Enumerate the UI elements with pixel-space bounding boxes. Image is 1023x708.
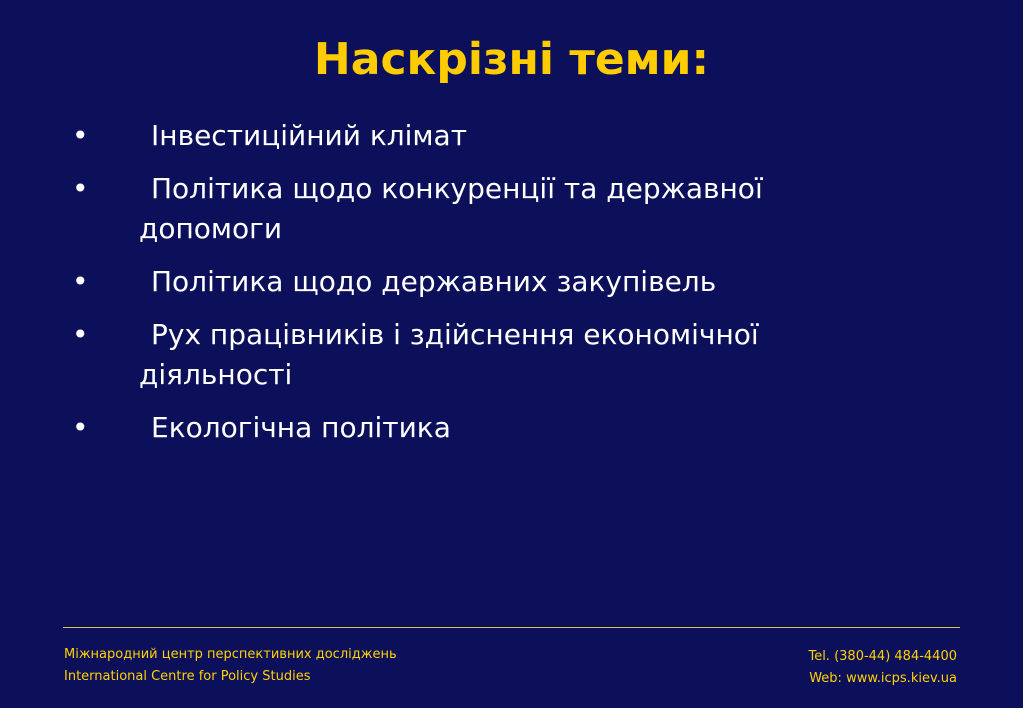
footer-org-ukrainian: Міжнародний центр перспективних досліджень [64, 647, 397, 662]
footer-contacts [808, 646, 957, 690]
bullet-icon: • [72, 318, 89, 351]
bullet-list [0, 116, 1023, 461]
footer-telephone: Tel. (380-44) 484-4400 [808, 649, 957, 664]
bullet-icon: • [72, 119, 89, 152]
slide-title: Наскрізні теми: [313, 34, 710, 85]
bullet-icon: • [72, 172, 89, 205]
bullet-item-investment-climate [0, 116, 859, 156]
bullet-text: Політика щодо конкуренції та державної допомоги [139, 172, 763, 245]
footer-organization [64, 644, 397, 688]
bullet-item-procurement-policy [0, 262, 859, 302]
bullet-icon: • [72, 411, 89, 444]
bullet-text: Політика щодо державних закупівель [151, 265, 717, 298]
footer-website[interactable]: Web: www.icps.kiev.ua [809, 671, 957, 686]
bullet-text: Інвестиційний клімат [151, 119, 468, 152]
footer-org-english: International Centre for Policy Studies [64, 669, 311, 684]
bullet-icon: • [72, 265, 89, 298]
footer-divider [63, 627, 960, 628]
bullet-item-environmental-policy [0, 408, 859, 448]
bullet-item-labour-movement [0, 315, 859, 395]
bullet-text: Рух працівників і здійснення економічної діяльності [139, 318, 759, 391]
bullet-text: Екологічна політика [151, 411, 451, 444]
bullet-item-competition-policy [0, 169, 859, 249]
